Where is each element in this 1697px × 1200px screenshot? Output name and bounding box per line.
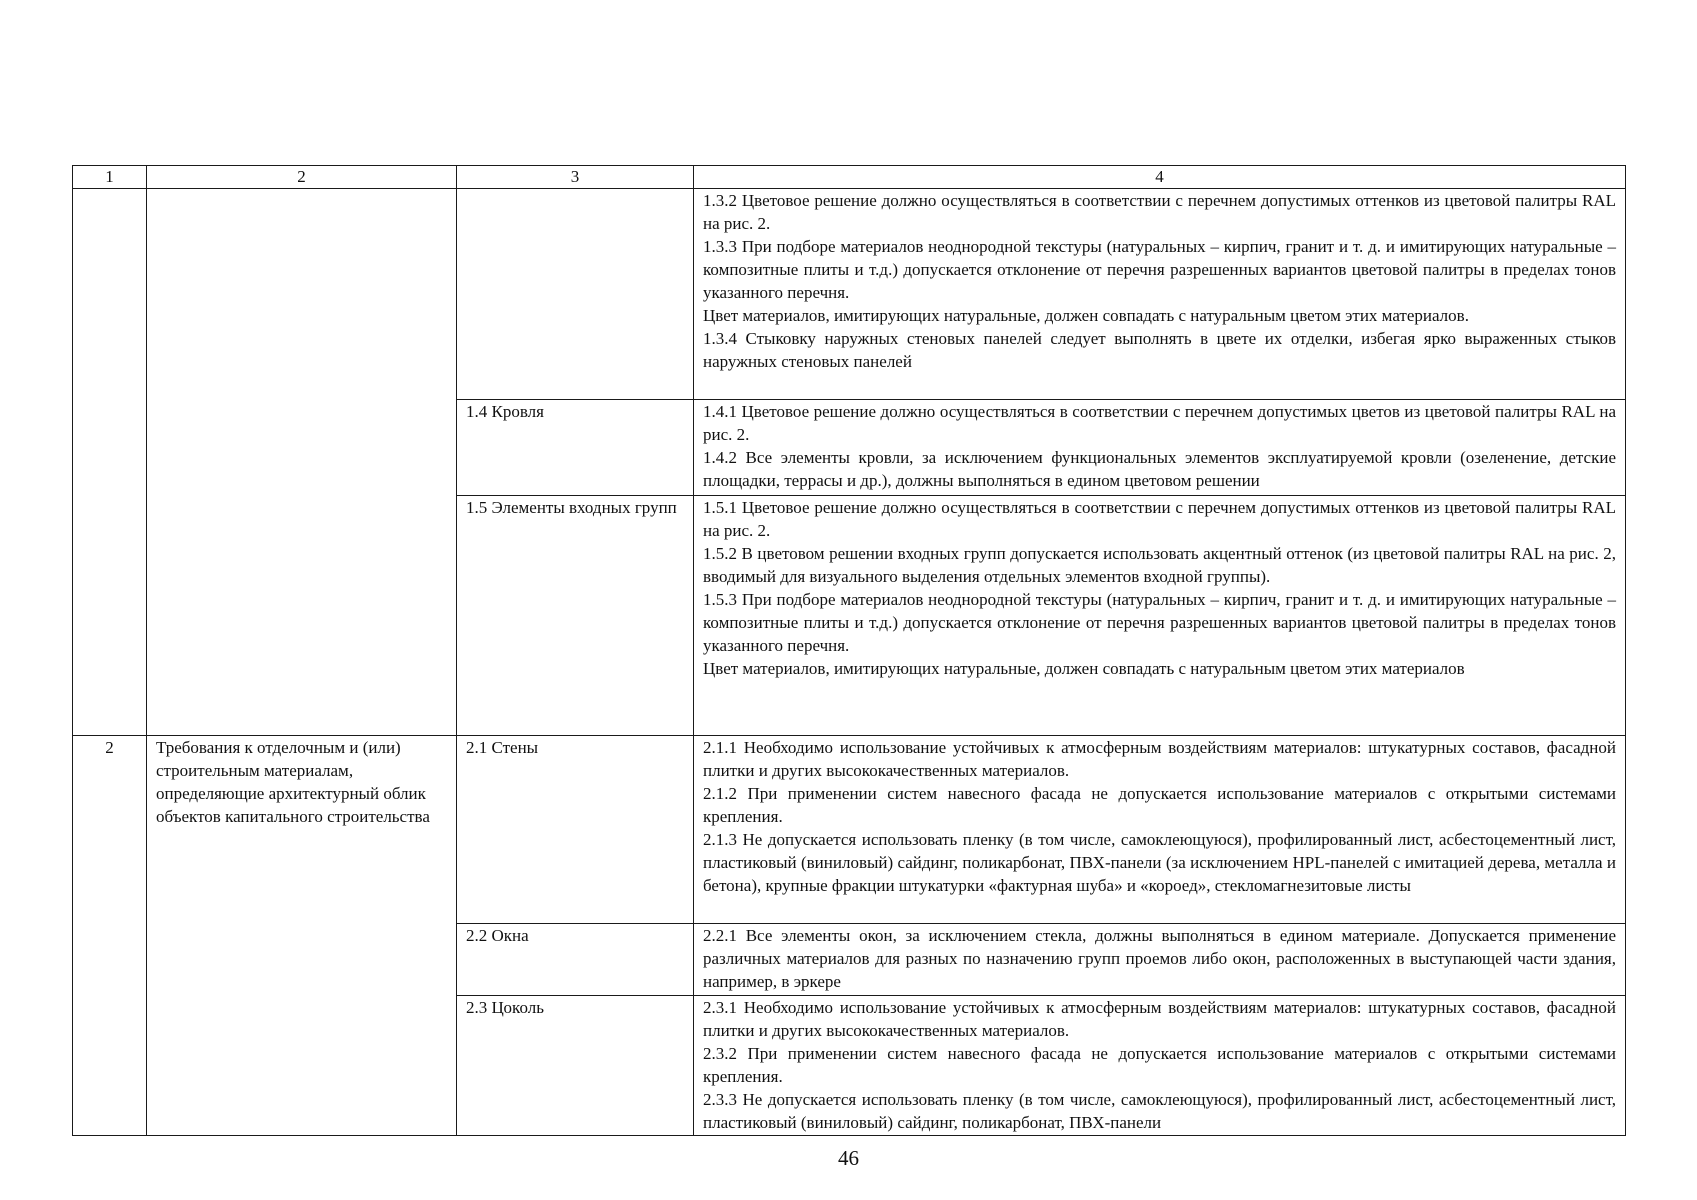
- row-number-cell: 2: [73, 736, 147, 1136]
- requirement-cell-empty: [147, 189, 457, 736]
- paragraph-color-natural: Цвет материалов, имитирующих натуральные, должен совпадать с натуральным цветом этих материалов: [703, 659, 1465, 678]
- paragraph-2-1-1: 2.1.1 Необходимо использование устойчивых к атмосферным воздействиям материалов: штукатурных составов, фасадной плитки и других высококачественных материалов.: [703, 738, 1616, 780]
- paragraph-2-1-3: 2.1.3 Не допускается использовать пленку (в том числе, самоклеющуюся), профилированный лист, асбестоцементный лист, пластиковый (виниловый) сайдинг, поликарбонат, ПВХ-панели (за исключением HPL-панелей с имитацией дерева, металла и бетона), крупные фракции штукатурки «фактурная шуба» и «короед», стекломагнезитовые листы: [703, 830, 1616, 895]
- requirement-cell: Требования к отделочным и (или) строительным материалам, определяющие архитектурный облик объектов капитального строительства: [147, 736, 457, 1136]
- requirement-text-cell: [694, 189, 1626, 400]
- requirement-text-cell: [694, 924, 1626, 996]
- row-number-cell-empty: [73, 189, 147, 736]
- paragraph-1-3-2: 1.3.2 Цветовое решение должно осуществляться в соответствии с перечнем допустимых оттенков из цветовой палитры RAL на рис. 2.: [703, 191, 1616, 233]
- requirement-text-cell: [694, 996, 1626, 1136]
- element-cell-empty: [457, 189, 694, 400]
- element-cell-plinth: 2.3 Цоколь: [457, 996, 694, 1136]
- column-header-2: 2: [147, 166, 457, 189]
- requirement-text-cell: [694, 736, 1626, 924]
- paragraph-2-2-1: 2.2.1 Все элементы окон, за исключением стекла, должны выполняться в едином материале. Допускается применение различных материалов для разных по назначению групп проемов либо окон, расположенных в выступающей части здания, например, в эркере: [703, 926, 1616, 991]
- table-header-row: [73, 166, 1626, 189]
- paragraph-2-1-2: 2.1.2 При применении систем навесного фасада не допускается использование материалов с открытыми системами крепления.: [703, 784, 1616, 826]
- page-number: 46: [838, 1146, 859, 1170]
- requirement-text-cell: [694, 496, 1626, 736]
- table-row: [73, 736, 1626, 924]
- paragraph-1-5-1: 1.5.1 Цветовое решение должно осуществляться в соответствии с перечнем допустимых оттенков из цветовой палитры RAL на рис. 2.: [703, 498, 1616, 540]
- paragraph-1-3-3: 1.3.3 При подборе материалов неоднородной текстуры (натуральных – кирпич, гранит и т. д. и имитирующих натуральные – композитные плиты и т.д.) допускается отклонение от перечня разрешенных вариантов цветовой палитры в пределах тонов указанного перечня.: [703, 237, 1616, 302]
- requirement-text-cell: [694, 400, 1626, 496]
- element-cell-windows: 2.2 Окна: [457, 924, 694, 996]
- paragraph-1-5-3: 1.5.3 При подборе материалов неоднородной текстуры (натуральных – кирпич, гранит и т. д. и имитирующих натуральные – композитные плиты и т.д.) допускается отклонение от перечня разрешенных вариантов цветовой палитры в пределах тонов указанного перечня.: [703, 590, 1616, 655]
- paragraph-1-3-4: 1.3.4 Стыковку наружных стеновых панелей следует выполнять в цвете их отделки, избегая ярко выраженных стыков наружных стеновых панелей: [703, 329, 1616, 371]
- element-cell-roof: 1.4 Кровля: [457, 400, 694, 496]
- paragraph-1-5-2: 1.5.2 В цветовом решении входных групп допускается использовать акцентный оттенок (из цветовой палитры RAL на рис. 2, вводимый для визуального выделения отдельных элементов входной группы).: [703, 544, 1616, 586]
- element-cell-walls: 2.1 Стены: [457, 736, 694, 924]
- column-header-1: 1: [73, 166, 147, 189]
- paragraph-2-3-2: 2.3.2 При применении систем навесного фасада не допускается использование материалов с открытыми системами крепления.: [703, 1044, 1616, 1086]
- paragraph-color-natural: Цвет материалов, имитирующих натуральные, должен совпадать с натуральным цветом этих материалов.: [703, 306, 1469, 325]
- paragraph-2-3-3: 2.3.3 Не допускается использовать пленку (в том числе, самоклеющуюся), профилированный лист, асбестоцементный лист, пластиковый (виниловый) сайдинг, поликарбонат, ПВХ-панели: [703, 1090, 1616, 1132]
- paragraph-2-3-1: 2.3.1 Необходимо использование устойчивых к атмосферным воздействиям материалов: штукатурных составов, фасадной плитки и других высококачественных материалов.: [703, 998, 1616, 1040]
- paragraph-1-4-2: 1.4.2 Все элементы кровли, за исключением функциональных элементов эксплуатируемой кровли (озеленение, детские площадки, террасы и др.), должны выполняться в едином цветовом решении: [703, 448, 1616, 490]
- requirements-table: [72, 165, 1626, 1136]
- element-cell-entrance-groups: 1.5 Элементы входных групп: [457, 496, 694, 736]
- column-header-3: 3: [457, 166, 694, 189]
- paragraph-1-4-1: 1.4.1 Цветовое решение должно осуществляться в соответствии с перечнем допустимых цветов из цветовой палитры RAL на рис. 2.: [703, 402, 1616, 444]
- column-header-4: 4: [694, 166, 1626, 189]
- table-row: [73, 189, 1626, 400]
